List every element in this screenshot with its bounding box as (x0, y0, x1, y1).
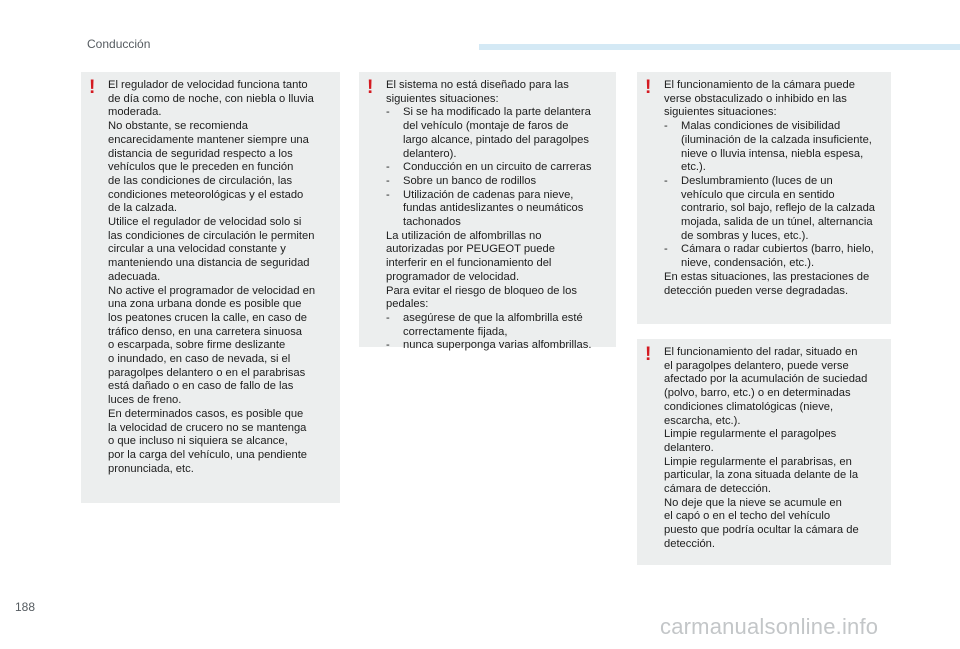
header-accent-bar (479, 44, 960, 50)
bullet-dash: - (386, 311, 390, 324)
text-line: En estas situaciones, las prestaciones de (664, 270, 870, 283)
section-title: Conducción (87, 37, 151, 51)
list-item-text: Deslumbramiento (luces de un (681, 174, 833, 187)
list-item-continuation: delantero). (403, 147, 457, 160)
text-line: programador de velocidad. (386, 270, 520, 283)
text-line: o escarpada, sobre firme deslizante (108, 339, 286, 352)
text-line: el capó o en el techo del vehículo (664, 510, 831, 523)
text-line: pronunciada, etc. (108, 462, 194, 475)
warning-exclamation-icon: ! (645, 344, 652, 365)
text-line: interferir en el funcionamiento del (386, 257, 552, 270)
text-line: escarcha, etc.). (664, 414, 741, 427)
bullet-dash: - (386, 188, 390, 201)
list-item-continuation: del vehículo (montaje de faros de (403, 120, 569, 133)
text-line: particular, la zona situada delante de la (664, 469, 859, 482)
bullet-dash: - (386, 174, 390, 187)
text-line: El funcionamiento de la cámara puede (664, 79, 855, 91)
text-line: las condiciones de circulación le permiten (108, 229, 315, 242)
warning-box-cruise-control (81, 72, 340, 503)
list-item-continuation: nieve, condensación, etc.). (681, 257, 815, 270)
text-line: (polvo, barro, etc.) o en determinadas (664, 387, 851, 400)
text-line: pedales: (386, 298, 429, 311)
text-line: o que incluso ni siquiera se alcance, (108, 435, 288, 448)
list-item-text: asegúrese de que la alfombrilla esté (403, 311, 583, 324)
text-line: paragolpes delantero o en el parabrisas (108, 366, 306, 379)
text-line: En determinados casos, es posible que (108, 407, 304, 420)
list-item-text: Malas condiciones de visibilidad (681, 120, 841, 133)
warning-box-camera (637, 72, 891, 324)
page-number: 188 (15, 600, 36, 614)
text-line: condiciones climatológicas (nieve, (664, 400, 834, 413)
list-item (664, 243, 885, 257)
list-item-continuation: vehículo que circula en sentido (681, 188, 835, 201)
text-line: de día como de noche, con niebla o lluvia (108, 92, 314, 105)
text-line: circular a una velocidad constante y (108, 243, 286, 256)
list-item-text: Conducción en un circuito de carreras (403, 161, 592, 174)
bullet-dash: - (386, 106, 390, 119)
text-line: encarecidamente mantener siempre una (108, 133, 309, 146)
list-item (386, 339, 610, 353)
list-item (664, 175, 885, 189)
text-line: de la calzada. (108, 202, 178, 215)
text-line: El funcionamiento del radar, situado en (664, 346, 858, 358)
list-item-continuation: largo alcance, pintado del paragolpes (403, 133, 589, 146)
text-line: No obstante, se recomienda (108, 120, 248, 133)
text-line: autorizadas por PEUGEOT puede (386, 243, 555, 256)
list-item (386, 175, 610, 189)
text-line: está dañado o en caso de fallo de las (108, 380, 294, 393)
list-item-text: Utilización de cadenas para nieve, (403, 188, 574, 201)
text-line: cámara de detección. (664, 483, 771, 496)
list-item-text: nunca superponga varias alfombrillas. (403, 339, 592, 352)
text-line: la velocidad de crucero no se mantenga (108, 421, 307, 434)
text-line: El regulador de velocidad funciona tanto (108, 79, 308, 91)
list-item (386, 312, 610, 326)
warning-box-radar (637, 339, 891, 565)
text-line: detección. (664, 537, 715, 550)
bullet-dash: - (664, 243, 668, 256)
bullet-dash: - (386, 161, 390, 174)
text-line: afectado por la acumulación de suciedad (664, 373, 868, 386)
warning-exclamation-icon: ! (89, 77, 96, 98)
list-item-continuation: fundas antideslizantes o neumáticos (403, 202, 584, 215)
text-line: moderada. (108, 106, 162, 119)
text-line: una zona urbana donde es posible que (108, 298, 302, 311)
text-line: de las condiciones de circulación, las (108, 174, 293, 187)
warning-exclamation-icon: ! (367, 77, 374, 98)
text-line: manteniendo una distancia de seguridad (108, 257, 310, 270)
warning-text (108, 79, 334, 476)
bullet-dash: - (664, 174, 668, 187)
text-line: No deje que la nieve se acumule en (664, 496, 842, 509)
list-item-continuation: correctamente fijada, (403, 325, 508, 338)
text-line: los peatones crucen la calle, en caso de (108, 311, 308, 324)
text-line: detección pueden verse degradadas. (664, 284, 849, 297)
text-line: tráfico denso, en una carretera sinuosa (108, 325, 303, 338)
text-line: vehículos que le preceden en función (108, 161, 294, 174)
text-line: el paragolpes delantero, puede verse (664, 359, 849, 372)
bullet-dash: - (664, 120, 668, 133)
list-item-continuation: (iluminación de la calzada insuficiente, (681, 133, 872, 146)
text-line: delantero. (664, 441, 714, 454)
text-line: adecuada. (108, 270, 161, 283)
bullet-dash: - (386, 339, 390, 352)
text-line: por la carga del vehículo, una pendiente (108, 448, 308, 461)
list-item-continuation: mojada, salida de un túnel, alternancia (681, 216, 873, 229)
text-line: El sistema no está diseñado para las (386, 79, 569, 91)
text-line: distancia de seguridad respecto a los (108, 147, 293, 160)
list-item-continuation: nieve o lluvia intensa, niebla espesa, (681, 147, 864, 160)
text-line: La utilización de alfombrillas no (386, 229, 542, 242)
text-line: siguientes situaciones: (664, 106, 777, 119)
text-line: Limpie regularmente el parabrisas, en (664, 455, 852, 468)
warning-text (386, 79, 610, 353)
list-item (386, 189, 610, 203)
warning-exclamation-icon: ! (645, 77, 652, 98)
list-item-text: Cámara o radar cubiertos (barro, hielo, (681, 243, 874, 256)
text-line: Limpie regularmente el paragolpes (664, 428, 837, 441)
list-item (664, 120, 885, 134)
text-line: condiciones meteorológicas y el estado (108, 188, 304, 201)
watermark: carmanualsonline.info (660, 614, 879, 639)
warning-text (664, 79, 885, 298)
text-line: puesto que podría ocultar la cámara de (664, 524, 859, 537)
list-item-text: Sobre un banco de rodillos (403, 174, 537, 187)
warning-box-system-limits (359, 72, 616, 352)
text-line: o inundado, en caso de nevada, si el (108, 353, 291, 366)
warning-text (664, 346, 885, 552)
list-item-continuation: contrario, sol bajo, reflejo de la calzada (681, 202, 876, 215)
list-item (386, 161, 610, 175)
list-item-continuation: tachonados (403, 216, 461, 229)
list-item-text: Si se ha modificado la parte delantera (403, 106, 591, 119)
text-line: siguientes situaciones: (386, 92, 499, 105)
list-item-continuation: etc.). (681, 161, 706, 174)
text-line: Utilice el regulador de velocidad solo si (108, 216, 302, 229)
text-line: Para evitar el riesgo de bloqueo de los (386, 284, 577, 297)
list-item (386, 106, 610, 120)
text-line: verse obstaculizado o inhibido en las (664, 92, 847, 105)
text-line: luces de freno. (108, 394, 182, 407)
text-line: No active el programador de velocidad en (108, 284, 316, 297)
list-item-continuation: de sombras y luces, etc.). (681, 229, 809, 242)
